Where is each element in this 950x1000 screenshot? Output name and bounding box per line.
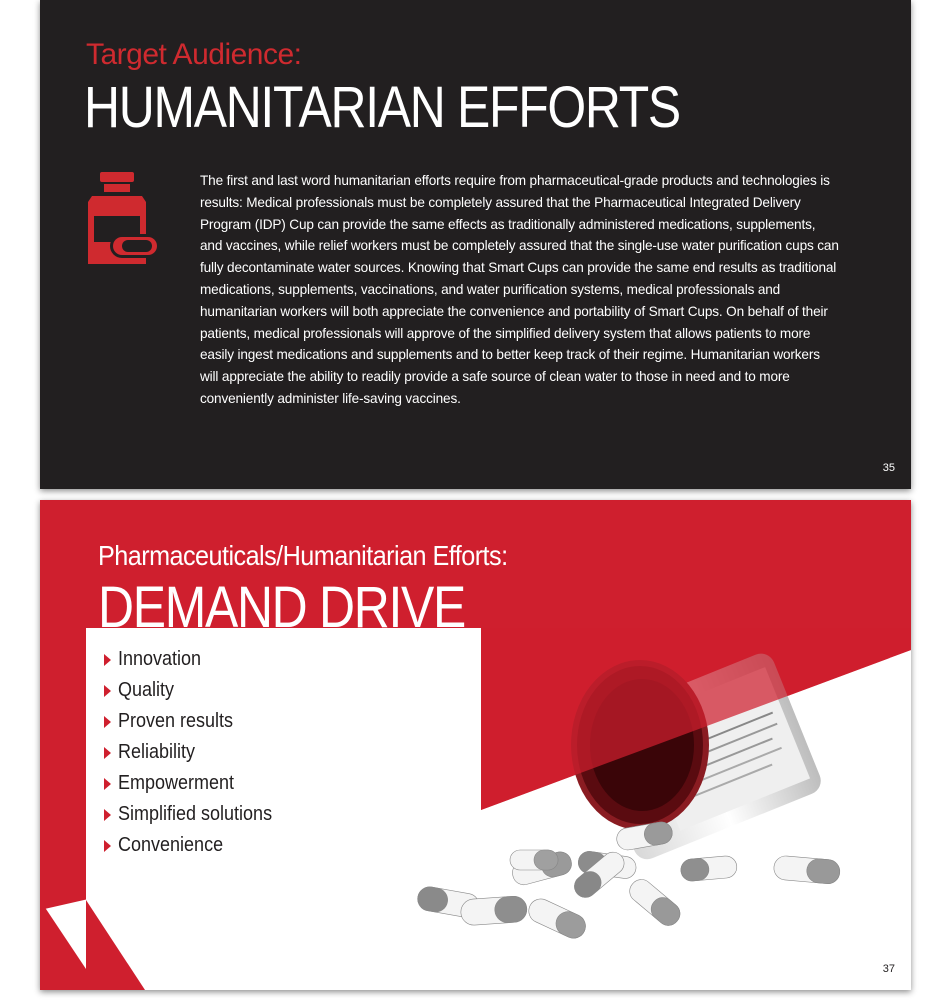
bullet-arrow-icon: [104, 716, 111, 728]
slide-humanitarian-efforts: [40, 0, 911, 489]
bullet-item: Simplified solutions: [104, 799, 289, 830]
bullet-arrow-icon: [104, 778, 111, 790]
slide-title: DEMAND DRIVE: [98, 575, 465, 640]
slide-subtitle: Target Audience:: [86, 38, 302, 71]
bullet-arrow-icon: [104, 809, 111, 821]
bullet-list: [104, 644, 289, 861]
pills: [416, 820, 841, 942]
slide-title: HUMANITARIAN EFFORTS: [84, 75, 680, 140]
bullet-arrow-icon: [104, 685, 111, 697]
slide-body-text: The first and last word humanitarian efforts require from pharmaceutical-grade products and technologies is results: Medical professionals must be completely assured that the Pharmaceutical Integrated Delivery Program (IDP) Cup can provide the same effects as traditionally administered medications, supplements, and vaccines, while relief workers must be completely assured that the single-use water purification cups can fully decontaminate water sources. Knowing that Smart Cups can provide the same end results as traditional medications, supplements, vaccinations, and water purification systems, medical professionals and humanitarian workers will both appreciate the convenience and portability of Smart Cups. On behalf of their patients, medical professionals will approve of the simplified delivery system that allows patients to more easily ingest medications and supplements and to better keep track of their regime. Humanitarian workers will appreciate the ability to readily provide a safe source of clean water to those in need and to more conveniently administer life-saving vaccines.: [200, 173, 839, 406]
slide-demand-drive: [40, 500, 911, 990]
page-number: 37: [882, 963, 895, 975]
bullet-item: Quality: [104, 675, 289, 706]
bullet-item: Innovation: [104, 644, 289, 675]
bullet-arrow-icon: [104, 840, 111, 852]
medicine-bottle-pill-icon: [82, 172, 162, 266]
slide-subtitle: Pharmaceuticals/Humanitarian Efforts:: [98, 540, 508, 571]
bullet-arrow-icon: [104, 654, 111, 666]
bullet-item: Convenience: [104, 830, 289, 861]
bullet-item: Proven results: [104, 706, 289, 737]
bullet-item: Empowerment: [104, 768, 289, 799]
page-number: 35: [882, 462, 895, 474]
bullet-arrow-icon: [104, 747, 111, 759]
bullet-item: Reliability: [104, 737, 289, 768]
